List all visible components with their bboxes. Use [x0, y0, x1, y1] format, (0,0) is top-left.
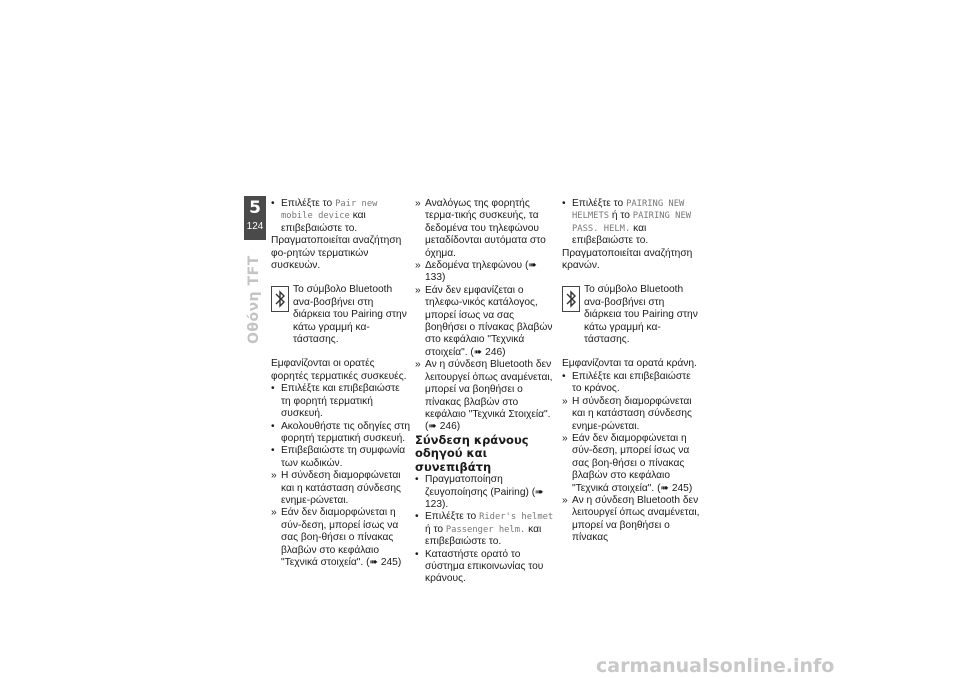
text-column-2: [415, 198, 555, 586]
section-heading: Σύνδεση κράνους οδηγού και συνεπιβάτη: [415, 432, 529, 474]
menu-code: Passenger helm.: [445, 524, 526, 535]
paragraph: Εμφανίζονται τα ορατά κράνη.: [562, 358, 697, 370]
bluetooth-note: Το σύμβολο Bluetooth ανα-βοσβήνει στη διάρκεια του Pairing στην κάτω γραμμή κα-τάστασης.: [271, 284, 411, 346]
list-item: • Επιλέξτε και επιβεβαιώστε το κράνος.: [562, 371, 702, 396]
bluetooth-icon: [562, 286, 580, 312]
page-number: 124: [246, 221, 264, 232]
watermark: carmanualsonline.info: [596, 655, 835, 677]
menu-code: Rider's helmet: [479, 512, 554, 523]
menu-code: PAIRING NEW HELMETS: [572, 199, 685, 222]
result-item: » Αν η σύνδεση Bluetooth δεν λειτουργεί όπως αναμένεται, μπορεί να βοηθήσει ο πίνακας βλαβών στο κεφάλαιο "Τεχνικά Στοιχεία". (➠ 246): [415, 359, 555, 433]
result-item: » Αν η σύνδεση Bluetooth δεν λειτουργεί όπως αναμένεται, μπορεί να βοηθήσει ο πίνακας: [562, 495, 702, 545]
menu-code: PAIRING NEW PASS. HELM.: [572, 211, 692, 234]
bluetooth-note: Το σύμβολο Bluetooth ανα-βοσβήνει στη διάρκεια του Pairing στην κάτω γραμμή κα-τάστασης.: [562, 284, 702, 346]
paragraph: Εμφανίζονται οι ορατές φορητές τερματικές συσκευές.: [271, 358, 407, 382]
result-item: » Εάν δεν διαμορφώνεται η σύν-δεση, μπορεί ίσως να σας βοη-θήσει ο πίνακας βλαβών στο κεφάλαιο "Τεχνικά στοιχεία". (➠ 245): [271, 507, 411, 569]
result-item: » Εάν δεν εμφανίζεται ο τηλεφω-νικός κατάλογος, μπορεί ίσως να σας βοηθήσει ο πίνακας βλαβών στο κεφάλαιο "Τεχνικά στοιχεία". (➠ 246): [415, 285, 555, 359]
list-item: • Επιβεβαιώστε τη συμφωνία των κωδικών.: [271, 445, 411, 470]
result-item: » Εάν δεν διαμορφώνεται η σύν-δεση, μπορεί ίσως να σας βοη-θήσει ο πίνακας βλαβών στο κεφάλαιο "Τεχνικά στοιχεία". (➠ 245): [562, 433, 702, 495]
result-item: » Η σύνδεση διαμορφώνεται και η κατάσταση σύνδεσης ενημε-ρώνεται.: [562, 396, 702, 433]
result-item: » Αναλόγως της φορητής τερμα-τικής συσκευής, τα δεδομένα του τηλεφώνου μεταδίδονται αυτόματα στο όχημα.: [415, 198, 555, 260]
list-item: • Καταστήστε ορατό το σύστημα επικοινωνίας του κράνους.: [415, 549, 555, 586]
bluetooth-icon: [271, 286, 289, 312]
chapter-tab: [244, 196, 266, 240]
section-title: Οθόνη TFT: [246, 255, 262, 344]
text-column-1: [271, 198, 411, 569]
list-item: • Επιλέξτε το Rider's helmet ή το Passenger helm. και επιβεβαιώστε το.: [415, 511, 555, 548]
list-item: • Επιλέξτε το Pair new mobile device και επιβεβαιώστε το.: [271, 198, 411, 235]
paragraph: Πραγματοποιείται αναζήτηση κρανών.: [562, 247, 693, 272]
list-item: • Επιλέξτε το PAIRING NEW HELMETS ή το PAIRING NEW PASS. HELM. και επιβεβαιώστε το.: [562, 198, 702, 248]
result-item: » Δεδομένα τηλεφώνου (➠ 133): [415, 260, 555, 285]
list-item: • Ακολουθήστε τις οδηγίες στη φορητή τερματική συσκευή.: [271, 421, 411, 446]
list-item: • Επιλέξτε και επιβεβαιώστε τη φορητή τερματική συσκευή.: [271, 383, 411, 420]
result-item: » Η σύνδεση διαμορφώνεται και η κατάσταση σύνδεσης ενημε-ρώνεται.: [271, 470, 411, 507]
list-item: • Πραγματοποίηση ζευγοποίησης (Pairing) (➠ 123).: [415, 474, 555, 511]
paragraph: Πραγματοποιείται αναζήτηση φο-ρητών τερματικών συσκευών.: [271, 235, 402, 272]
chapter-number: 5: [249, 198, 261, 218]
text-column-3: [562, 198, 702, 545]
menu-code: Pair new mobile device: [281, 199, 378, 222]
